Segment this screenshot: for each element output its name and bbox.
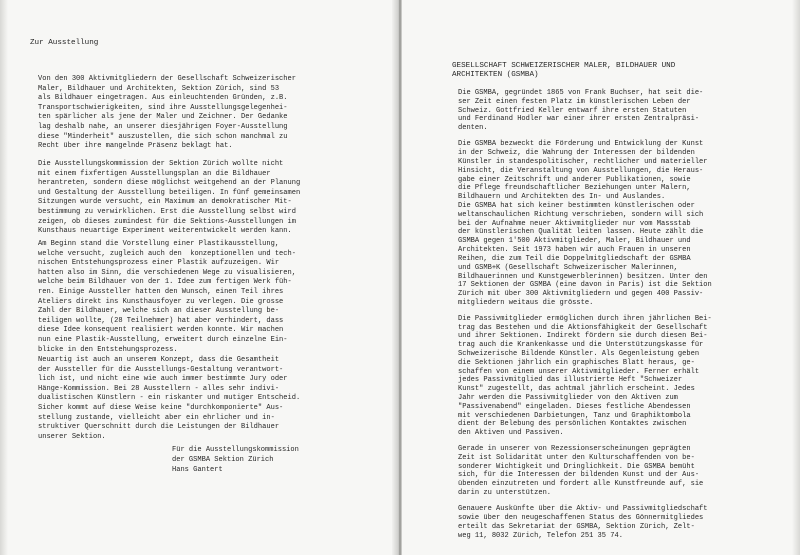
signoff-line-1: Für die Ausstellungskommission bbox=[172, 446, 299, 454]
left-page bbox=[0, 0, 398, 555]
right-paragraph-4: Gerade in unserer von Rezessionserscheinungen geprägten Zeit ist Solidarität unter den Kulturschaffenden von be- sonderer Wichtigkeit und Dringlichkeit. Die GSMBA bemüht sich, für die Interessen der bildenden Kunst und der Aus- übenden einzutreten und fordert alle Kunstfreunde auf, sie darin zu unterstützen. bbox=[458, 445, 704, 498]
left-paragraph-1: Von den 300 Aktivmitgliedern der Gesellschaft Schweizerischer Maler, Bildhauer und Architekten, Sektion Zürich, sind 53 als Bildhauer eingetragen. Aus einleuchtenden Gründen, z.B. Transportschwierigkeiten, sind ihre Ausstellungsgelegenhei- ten spärlicher als jene der Maler und Zeichner. Der Gedanke lag deshalb nahe, an unserer diesjährigen Foyer-Ausstellung diese "Minderheit" auszustellen, die sich schon manchmal zu Recht über ihre mangelnde Präsenz beklagt hat. bbox=[38, 75, 296, 151]
page-edge-shadow bbox=[0, 0, 8, 555]
signoff-line-3: Hans Gantert bbox=[172, 466, 223, 474]
left-paragraph-3: Am Beginn stand die Vorstellung einer Plastikausstellung, welche versucht, zugleich auch den konzeptionellen und tech- nischen Entstehungsprozess einer Plastik aufzuzeigen. Wir hatten also im Sinn, die verschiedenen Wege zu visualisieren, welche beim Bildhauer von der 1. Idee zum fertigen Werk füh- ren. Einige Aussteller hatten den Wunsch, einen Teil ihres Ateliers direkt ins Kunsthausfoyer zu verlegen. Die grosse Zahl der Bildhauer, welche sich an dieser Ausstellung be- teiligen wollte, (28 Teilnehmer) hat aber verhindert, dass diese Idee konsequent realisiert werden konnte. Wir machen nun eine Plastik-Ausstellung, erweitert durch einzelne Ein- blicke in den Entstehungsprozess. bbox=[38, 240, 296, 354]
page-edge-shadow bbox=[792, 0, 800, 555]
signoff-line-2: der GSMBA Sektion Zürich bbox=[172, 456, 274, 464]
right-paragraph-2: Die GSMBA bezweckt die Förderung und Entwicklung der Kunst in der Schweiz, die Wahrung der Interessen der bildenden Künstler in standespolitischer, rechtlicher und materieller Hinsicht, die Veranstaltung von Ausstellungen, die Heraus- gabe einer Zeitschrift und anderer Publikationen, sowie die Pflege freundschaftlicher Beziehungen unter Malern, Bildhauern und Architekten des In- und Auslandes. Die GSMBA hat sich keiner bestimmten künstlerischen oder weltanschaulichen Richtung verschrieben, sondern will sich bei der Aufnahme neuer Aktivmitglieder nur vom Massstab der künstlerischen Qualität leiten lassen. Heute zählt die GSMBA gegen 1'500 Aktivmitglieder, Maler, Bildhauer und Architekten. Seit 1973 haben wir auch Frauen in unseren Reihen, die zum Teil die Doppelmitgliedschaft der GSMBA und GSMB+K (Gesellschaft Schweizerischer Malerinnen, Bildhauerinnen und Kunstgewerblerinnen) besitzen. Unter den 17 Sektionen der GSMBA (eine davon in Paris) ist die Sektion Zürich mit über 300 Aktivmitgliedern und gegen 400 Passiv- mitgliedern weitaus die grösste. bbox=[458, 140, 712, 307]
left-paragraph-2: Die Ausstellungskommission der Sektion Zürich wollte nicht mit einem fixfertigen Ausstellungsplan an die Bildhauer herantreten, sondern diese möglichst weitgehend an der Planung und Gestaltung der Ausstellung beteiligen. In fünf gemeinsamen Sitzungen wurde versucht, ein Maximum an demokratischer Mit- bestimmung zu verwirklichen. Erst die Ausstellung selbst wird zeigen, ob dieses zumindest für die Sektions-Ausstellungen im Kunsthaus neuartige Experiment weiterentwickelt werden kann. bbox=[38, 160, 301, 236]
left-page-title: Zur Ausstellung bbox=[30, 39, 99, 47]
left-paragraph-4: Neuartig ist auch an unserem Konzept, dass die Gesamtheit der Aussteller für die Ausstellungs-Gestaltung verantwort- lich ist, und nicht eine wie auch immer bestimmte Jury oder Hänge-Kommission. Bei 28 Ausstellern - alles sehr indivi- dualistischen Künstlern - ein riskanter und mutiger Entscheid. Sicher kommt auf diese Weise keine "durchkomponierte" Aus- stellung zustande, vielleicht aber ein ehrlicher und in- struktiver Querschnitt durch die Leistungen der Bildhauer unserer Sektion. bbox=[38, 356, 301, 441]
right-paragraph-1: Die GSMBA, gegründet 1865 von Frank Buchser, hat seit die- ser Zeit einen festen Platz im künstlerischen Leben der Schweiz. Gottfried Keller entwarf ihre ersten Statuten und Ferdinand Hodler war einer ihrer ersten Zentralpräsi- denten. bbox=[458, 89, 704, 133]
right-paragraph-3: Die Passivmitglieder ermöglichen durch ihren jährlichen Bei- trag das Bestehen und die Aktionsfähigkeit der Gesellschaft und ihrer Sektionen. Indirekt fördern sie durch diesen Bei- trag auch die Krankenkasse und die Unterstützungskasse für Schweizerische Bildende Künstler. Als Gegenleistung geben die Sektionen jährlich ein graphisches Blatt heraus, ge- schaffen von einem unserer Aktivmitglieder. Ferner erhält jedes Passivmitglied das illustrierte Heft "Schweizer Kunst" zugestellt, das achtmal jährlich erscheint. Jedes Jahr werden die Passivmitglieder von den Aktiven zum "Passivenabend" eingeladen. Dieses festliche Abendessen mit verschiedenen Darbietungen, Tanz und Graphiktombola dient der Belebung des persönlichen Kontaktes zwischen den Aktiven und Passiven. bbox=[458, 314, 712, 438]
right-page bbox=[402, 0, 800, 555]
right-page-heading: GESELLSCHAFT SCHWEIZERISCHER MALER, BILDHAUER UND ARCHITEKTEN (GSMBA) bbox=[452, 62, 676, 80]
right-paragraph-5: Genauere Auskünfte über die Aktiv- und Passivmitgliedschaft sowie über den neugeschaffenen Status des Gönnermitgliedes erteilt das Sekretariat der GSMBA, Sektion Zürich, Zelt- weg 11, 8032 Zürich, Telefon 251 35 74. bbox=[458, 505, 708, 540]
